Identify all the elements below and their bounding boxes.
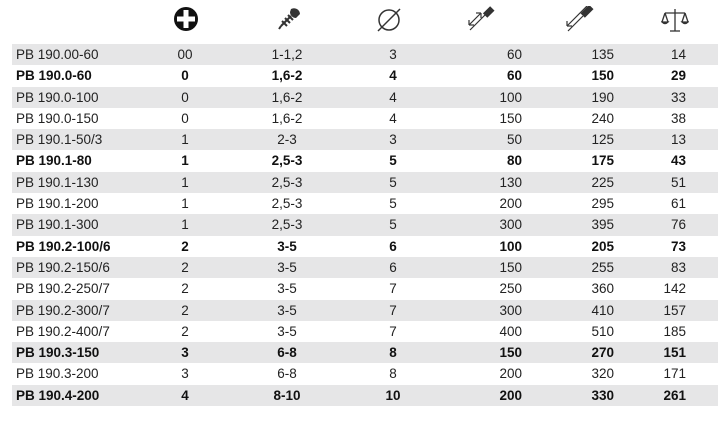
table-body <box>12 44 718 406</box>
diameter-cell: 7 <box>389 281 397 297</box>
blade-length-cell: 60 <box>440 44 528 65</box>
blade-length-icon <box>467 6 497 34</box>
model-cell: PB 190.0-150 <box>16 110 99 126</box>
table-row <box>12 129 718 150</box>
model-cell: PB 190.3-200 <box>16 366 99 382</box>
table-row <box>12 108 718 129</box>
weight-cell: 83 <box>632 257 718 278</box>
total-length-cell: 320 <box>591 366 614 382</box>
total-length-cell: 135 <box>528 44 632 65</box>
total-length-cell: 125 <box>528 129 632 150</box>
diameter-cell: 5 <box>346 172 440 193</box>
model-cell: PB 190.0-100 <box>12 87 142 108</box>
diameter-icon <box>375 6 403 34</box>
screw-size-cell: 6-8 <box>277 366 297 382</box>
scale-icon <box>661 6 689 34</box>
total-length-cell: 395 <box>528 214 632 235</box>
specification-table <box>12 44 718 406</box>
table-row <box>12 214 718 235</box>
diameter-cell: 5 <box>389 153 397 169</box>
diameter-cell: 6 <box>346 257 440 278</box>
screw-size-cell: 3-5 <box>277 323 297 339</box>
weight-cell: 185 <box>663 323 686 339</box>
blade-length-cell: 400 <box>499 323 522 339</box>
total-length-cell: 240 <box>591 110 614 126</box>
screw-size-cell: 2,5-3 <box>271 153 303 169</box>
total-length-cell: 225 <box>528 172 632 193</box>
model-cell: PB 190.2-250/7 <box>16 281 110 297</box>
blade-length-cell: 300 <box>440 300 528 321</box>
table-row <box>12 172 718 193</box>
blade-length-cell: 130 <box>440 172 528 193</box>
diameter-cell: 4 <box>346 87 440 108</box>
total-length-cell: 190 <box>528 87 632 108</box>
table-row <box>12 257 718 278</box>
diameter-cell: 5 <box>346 214 440 235</box>
model-cell: PB 190.1-200 <box>16 196 99 212</box>
model-cell: PB 190.1-130 <box>12 172 142 193</box>
blade-length-cell: 200 <box>499 366 522 382</box>
phillips-size-cell: 2 <box>142 300 228 321</box>
screw-size-cell: 8-10 <box>228 385 346 406</box>
weight-cell: 157 <box>632 300 718 321</box>
screw-size-cell: 2,5-3 <box>271 196 303 212</box>
screw-size-cell: 2-3 <box>228 129 346 150</box>
screw-size-cell: 3-5 <box>277 238 297 254</box>
phillips-size-cell: 0 <box>181 110 189 126</box>
model-cell: PB 190.2-150/6 <box>12 257 142 278</box>
phillips-size-cell: 0 <box>181 68 189 84</box>
weight-cell: 73 <box>670 238 686 254</box>
phillips-size-cell: 4 <box>142 385 228 406</box>
table-row <box>12 363 718 384</box>
phillips-size-cell: 1 <box>142 172 228 193</box>
total-length-cell: 295 <box>591 196 614 212</box>
total-length-cell: 270 <box>528 342 632 363</box>
blade-length-cell: 150 <box>499 110 522 126</box>
table-row <box>12 342 718 363</box>
weight-cell: 14 <box>632 44 718 65</box>
weight-cell: 261 <box>632 385 718 406</box>
weight-cell: 29 <box>670 68 686 84</box>
total-length-cell: 175 <box>591 153 614 169</box>
screw-size-cell: 2,5-3 <box>228 214 346 235</box>
table-row <box>12 236 718 257</box>
table-row <box>12 385 718 406</box>
phillips-size-cell: 1 <box>181 196 189 212</box>
total-length-cell: 205 <box>591 238 614 254</box>
weight-cell: 171 <box>663 366 686 382</box>
table-row <box>12 65 718 86</box>
weight-cell: 13 <box>632 129 718 150</box>
phillips-size-cell: 2 <box>181 323 189 339</box>
blade-length-cell: 100 <box>440 87 528 108</box>
total-length-cell: 255 <box>528 257 632 278</box>
table-row <box>12 278 718 299</box>
diameter-cell: 6 <box>389 238 397 254</box>
total-length-icon <box>565 6 597 34</box>
weight-cell: 51 <box>632 172 718 193</box>
phillips-size-cell: 1 <box>181 153 189 169</box>
table-row <box>12 321 718 342</box>
total-length-cell: 150 <box>591 68 614 84</box>
phillips-size-cell: 1 <box>142 214 228 235</box>
diameter-cell: 3 <box>346 44 440 65</box>
phillips-size-cell: 2 <box>142 257 228 278</box>
header-icon-row <box>0 0 724 44</box>
blade-length-cell: 200 <box>499 196 522 212</box>
total-length-cell: 360 <box>591 281 614 297</box>
screw-size-cell: 3-5 <box>228 300 346 321</box>
screw-size-cell: 1,6-2 <box>271 110 303 126</box>
weight-cell: 151 <box>632 342 718 363</box>
diameter-cell: 4 <box>389 68 397 84</box>
phillips-size-cell: 2 <box>181 238 189 254</box>
model-cell: PB 190.4-200 <box>12 385 142 406</box>
blade-length-cell: 200 <box>440 385 528 406</box>
phillips-size-cell: 2 <box>181 281 189 297</box>
phillips-size-cell: 00 <box>142 44 228 65</box>
blade-length-cell: 150 <box>440 257 528 278</box>
model-cell: PB 190.1-50/3 <box>12 129 142 150</box>
weight-cell: 33 <box>632 87 718 108</box>
diameter-cell: 8 <box>346 342 440 363</box>
weight-cell: 61 <box>670 196 686 212</box>
phillips-cross-icon <box>173 6 199 32</box>
screw-size-cell: 3-5 <box>228 257 346 278</box>
blade-length-cell: 80 <box>506 153 522 169</box>
phillips-size-cell: 0 <box>142 87 228 108</box>
model-cell: PB 190.1-300 <box>12 214 142 235</box>
total-length-cell: 410 <box>528 300 632 321</box>
screw-size-cell: 2,5-3 <box>228 172 346 193</box>
screw-icon <box>276 6 304 32</box>
weight-cell: 38 <box>670 110 686 126</box>
model-cell: PB 190.2-300/7 <box>12 300 142 321</box>
table-row <box>12 44 718 65</box>
screw-size-cell: 6-8 <box>228 342 346 363</box>
table-row <box>12 150 718 171</box>
screw-size-cell: 1-1,2 <box>228 44 346 65</box>
blade-length-cell: 50 <box>440 129 528 150</box>
total-length-cell: 510 <box>591 323 614 339</box>
blade-length-cell: 100 <box>499 238 522 254</box>
screw-size-cell: 1,6-2 <box>271 68 303 84</box>
blade-length-cell: 250 <box>499 281 522 297</box>
blade-length-cell: 60 <box>506 68 522 84</box>
model-cell: PB 190.2-100/6 <box>16 238 111 254</box>
blade-length-cell: 150 <box>440 342 528 363</box>
model-cell: PB 190.00-60 <box>12 44 142 65</box>
weight-cell: 142 <box>663 281 686 297</box>
table-row <box>12 300 718 321</box>
blade-length-cell: 300 <box>440 214 528 235</box>
model-cell: PB 190.2-400/7 <box>16 323 110 339</box>
phillips-size-cell: 3 <box>181 366 189 382</box>
weight-cell: 43 <box>670 153 686 169</box>
diameter-cell: 10 <box>346 385 440 406</box>
weight-cell: 76 <box>632 214 718 235</box>
table-row <box>12 87 718 108</box>
diameter-cell: 7 <box>346 300 440 321</box>
diameter-cell: 7 <box>389 323 397 339</box>
table-row <box>12 193 718 214</box>
diameter-cell: 4 <box>389 110 397 126</box>
model-cell: PB 190.0-60 <box>16 68 92 84</box>
diameter-cell: 5 <box>389 196 397 212</box>
phillips-size-cell: 3 <box>142 342 228 363</box>
screw-size-cell: 1,6-2 <box>228 87 346 108</box>
diameter-cell: 8 <box>389 366 397 382</box>
total-length-cell: 330 <box>528 385 632 406</box>
model-cell: PB 190.3-150 <box>12 342 142 363</box>
phillips-size-cell: 1 <box>142 129 228 150</box>
screw-size-cell: 3-5 <box>277 281 297 297</box>
diameter-cell: 3 <box>346 129 440 150</box>
model-cell: PB 190.1-80 <box>16 153 92 169</box>
